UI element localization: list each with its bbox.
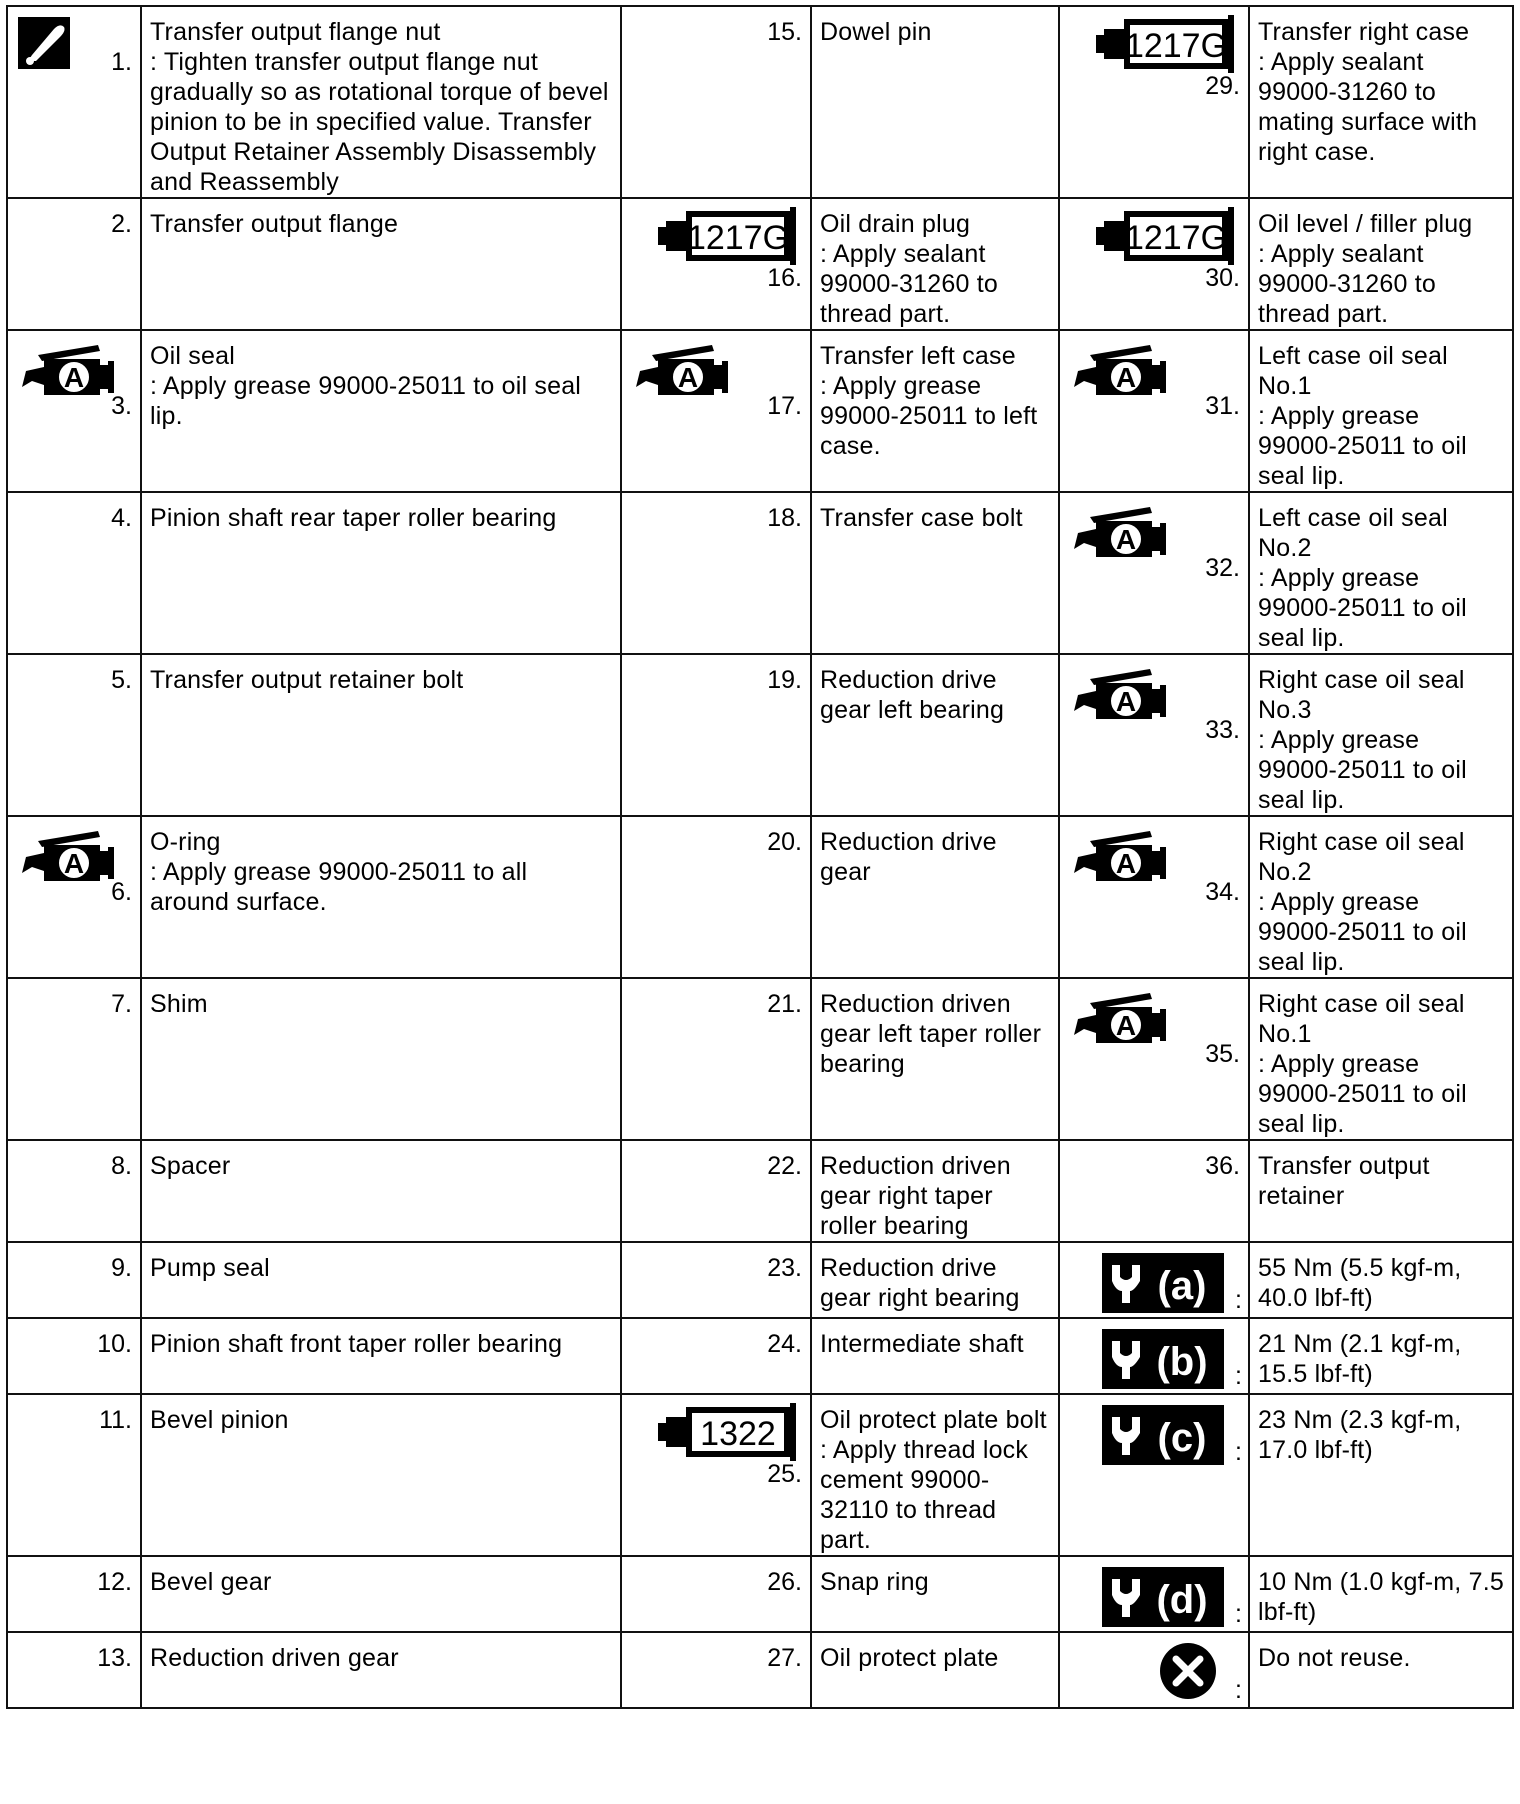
table-row xyxy=(7,978,1513,1140)
item-number-cell xyxy=(7,1318,141,1394)
item-description: Transfer left case : Apply grease 99000-25011 to left case. xyxy=(820,342,1038,460)
item-description-cell xyxy=(141,1394,621,1556)
item-description-cell xyxy=(1249,1140,1513,1242)
item-number: 20. xyxy=(767,828,802,856)
item-description: Reduction driven gear left taper roller bearing xyxy=(820,990,1042,1078)
grease-a-letter: A xyxy=(1115,362,1137,393)
item-description-cell xyxy=(811,1556,1059,1632)
item-number: 34. xyxy=(1205,878,1240,906)
item-number-cell xyxy=(7,492,141,654)
item-description-cell xyxy=(811,6,1059,198)
item-description-cell xyxy=(811,1632,1059,1708)
item-description-cell xyxy=(141,1556,621,1632)
grease-a-letter: A xyxy=(1115,1010,1137,1041)
item-description: Bevel gear xyxy=(150,1568,272,1596)
item-number-cell xyxy=(621,1242,811,1318)
item-number-cell xyxy=(7,654,141,816)
item-number: 17. xyxy=(767,392,802,420)
item-number: 18. xyxy=(767,504,802,532)
item-description-cell xyxy=(141,1140,621,1242)
table-row xyxy=(7,330,1513,492)
item-description: Bevel pinion xyxy=(150,1406,289,1434)
item-number-cell xyxy=(621,6,811,198)
item-description: Oil level / filler plug : Apply sealant 99000-31260 to thread part. xyxy=(1258,210,1473,328)
table-row xyxy=(7,1242,1513,1318)
item-number: : xyxy=(1235,1286,1242,1314)
item-number: 15. xyxy=(767,18,802,46)
item-number-cell xyxy=(621,1318,811,1394)
item-description: Transfer right case : Apply sealant 99000-31260 to mating surface with right case. xyxy=(1258,18,1478,166)
item-description: 21 Nm (2.1 kgf-m, 15.5 lbf-ft) xyxy=(1258,1330,1462,1388)
torque-wrench-icon xyxy=(1102,1329,1224,1389)
item-description-cell xyxy=(141,198,621,330)
item-description-cell xyxy=(811,1140,1059,1242)
item-description-cell xyxy=(141,492,621,654)
item-description-cell xyxy=(1249,654,1513,816)
item-number-cell xyxy=(1059,1242,1249,1318)
item-number: 27. xyxy=(767,1644,802,1672)
item-number-cell xyxy=(621,1140,811,1242)
item-description: Right case oil seal No.1 : Apply grease 99000-25011 to oil seal lip. xyxy=(1258,990,1467,1138)
item-description-cell xyxy=(1249,1318,1513,1394)
sealant-1217g-icon xyxy=(658,207,798,265)
item-description-cell xyxy=(1249,492,1513,654)
item-number-cell xyxy=(621,198,811,330)
item-description: Transfer output retainer xyxy=(1258,1152,1430,1210)
item-number-cell xyxy=(7,1242,141,1318)
item-number-cell xyxy=(1059,492,1249,654)
item-number-cell xyxy=(621,654,811,816)
item-description-cell xyxy=(141,1632,621,1708)
item-description-cell xyxy=(1249,1632,1513,1708)
item-description: Right case oil seal No.3 : Apply grease 99000-25011 to oil seal lip. xyxy=(1258,666,1467,814)
item-description-cell xyxy=(141,330,621,492)
svg-text:1217G: 1217G xyxy=(686,219,790,257)
torque-wrench-icon xyxy=(1102,1405,1224,1465)
item-description: 10 Nm (1.0 kgf-m, 7.5 lbf-ft) xyxy=(1258,1568,1504,1626)
item-number: 32. xyxy=(1205,554,1240,582)
item-description-cell xyxy=(811,816,1059,978)
table-row xyxy=(7,1318,1513,1394)
torque-wrench-icon xyxy=(1102,1567,1224,1627)
item-number: 35. xyxy=(1205,1040,1240,1068)
item-number: 1. xyxy=(111,48,132,76)
item-number: 30. xyxy=(1205,264,1240,292)
item-description: Oil drain plug : Apply sealant 99000-31260 to thread part. xyxy=(820,210,998,328)
item-number: 26. xyxy=(767,1568,802,1596)
grease-a-letter: A xyxy=(677,362,699,393)
item-number-cell xyxy=(1059,6,1249,198)
table-row xyxy=(7,654,1513,816)
grease-a-letter: A xyxy=(1115,524,1137,555)
table-row xyxy=(7,1394,1513,1556)
table-row xyxy=(7,1632,1513,1708)
item-number: 23. xyxy=(767,1254,802,1282)
item-number: 2. xyxy=(111,210,132,238)
item-description: Reduction drive gear xyxy=(820,828,997,886)
item-number: 33. xyxy=(1205,716,1240,744)
item-number-cell xyxy=(1059,1140,1249,1242)
sealant-1217g-icon xyxy=(1096,207,1236,265)
item-number: 8. xyxy=(111,1152,132,1180)
grease-a-letter: A xyxy=(63,362,85,393)
item-description-cell xyxy=(1249,198,1513,330)
table-row xyxy=(7,816,1513,978)
item-description-cell xyxy=(811,198,1059,330)
grease-a-letter: A xyxy=(63,848,85,879)
svg-text:(b): (b) xyxy=(1156,1340,1208,1384)
item-number: 25. xyxy=(767,1460,802,1488)
item-number-cell xyxy=(1059,1394,1249,1556)
item-number: 31. xyxy=(1205,392,1240,420)
item-description-cell xyxy=(811,1318,1059,1394)
tightening-procedure-icon xyxy=(18,17,70,69)
item-number: 22. xyxy=(767,1152,802,1180)
item-number-cell xyxy=(7,1140,141,1242)
item-description: O-ring : Apply grease 99000-25011 to all around surface. xyxy=(150,828,528,916)
item-number: 24. xyxy=(767,1330,802,1358)
grease-a-letter: A xyxy=(1115,686,1137,717)
item-number-cell xyxy=(7,198,141,330)
item-description: Spacer xyxy=(150,1152,231,1180)
item-number: : xyxy=(1235,1362,1242,1390)
item-description: Reduction driven gear xyxy=(150,1644,399,1672)
item-description-cell xyxy=(811,330,1059,492)
svg-text:1322: 1322 xyxy=(700,1415,776,1453)
table-row xyxy=(7,6,1513,198)
item-number-cell xyxy=(621,1632,811,1708)
item-description: Pinion shaft front taper roller bearing xyxy=(150,1330,563,1358)
item-description: Oil protect plate bolt : Apply thread lock cement 99000-32110 to thread part. xyxy=(820,1406,1047,1554)
item-number: 5. xyxy=(111,666,132,694)
grease-a-icon xyxy=(20,341,116,401)
svg-text:1217G: 1217G xyxy=(1124,219,1228,257)
item-description-cell xyxy=(1249,1242,1513,1318)
item-description: Oil protect plate xyxy=(820,1644,999,1672)
item-description-cell xyxy=(811,978,1059,1140)
item-number: : xyxy=(1235,1676,1242,1704)
grease-a-icon xyxy=(1072,665,1168,725)
item-description: Transfer output flange xyxy=(150,210,399,238)
item-number: 10. xyxy=(97,1330,132,1358)
item-number-cell xyxy=(621,1394,811,1556)
item-number: 4. xyxy=(111,504,132,532)
item-description-cell xyxy=(141,816,621,978)
item-number: 12. xyxy=(97,1568,132,1596)
svg-text:(a): (a) xyxy=(1157,1264,1207,1308)
item-number-cell xyxy=(621,330,811,492)
table-row xyxy=(7,198,1513,330)
item-description-cell xyxy=(141,1242,621,1318)
parts-legend-table xyxy=(6,5,1514,1709)
item-number-cell xyxy=(7,1632,141,1708)
item-number-cell xyxy=(7,1556,141,1632)
item-number-cell xyxy=(1059,330,1249,492)
item-description-cell xyxy=(811,654,1059,816)
item-description: 55 Nm (5.5 kgf-m, 40.0 lbf-ft) xyxy=(1258,1254,1462,1312)
item-number: 19. xyxy=(767,666,802,694)
sealant-1217g-icon xyxy=(1096,15,1236,73)
item-description: Reduction drive gear left bearing xyxy=(820,666,1005,724)
item-description-cell xyxy=(1249,1394,1513,1556)
item-description: Reduction drive gear right bearing xyxy=(820,1254,1020,1312)
item-number-cell xyxy=(1059,654,1249,816)
item-description-cell xyxy=(141,654,621,816)
table-row xyxy=(7,1140,1513,1242)
item-number: 6. xyxy=(111,878,132,906)
item-description-cell xyxy=(811,1242,1059,1318)
grease-a-icon xyxy=(20,827,116,887)
item-number: 16. xyxy=(767,264,802,292)
item-number-cell xyxy=(7,1394,141,1556)
item-description: Pinion shaft rear taper roller bearing xyxy=(150,504,557,532)
item-number-cell xyxy=(7,816,141,978)
item-description: Transfer case bolt xyxy=(820,504,1023,532)
item-description-cell xyxy=(1249,330,1513,492)
item-description: Do not reuse. xyxy=(1258,1644,1411,1672)
item-number-cell xyxy=(621,816,811,978)
item-number: 7. xyxy=(111,990,132,1018)
item-number: 29. xyxy=(1205,72,1240,100)
item-description: Pump seal xyxy=(150,1254,270,1282)
item-description-cell xyxy=(1249,1556,1513,1632)
item-number-cell xyxy=(1059,978,1249,1140)
item-description: 23 Nm (2.3 kgf-m, 17.0 lbf-ft) xyxy=(1258,1406,1462,1464)
item-number-cell xyxy=(621,1556,811,1632)
item-number-cell xyxy=(7,330,141,492)
item-description: Reduction driven gear right taper roller bearing xyxy=(820,1152,1011,1240)
item-number-cell xyxy=(1059,1318,1249,1394)
table-row xyxy=(7,492,1513,654)
svg-text:(d): (d) xyxy=(1156,1578,1208,1622)
grease-a-icon xyxy=(1072,827,1168,887)
item-description-cell xyxy=(811,492,1059,654)
item-description-cell xyxy=(1249,978,1513,1140)
item-description-cell xyxy=(141,6,621,198)
item-number: 3. xyxy=(111,392,132,420)
item-description: Intermediate shaft xyxy=(820,1330,1024,1358)
item-number-cell xyxy=(7,6,141,198)
item-number: : xyxy=(1235,1600,1242,1628)
item-number: 9. xyxy=(111,1254,132,1282)
item-number-cell xyxy=(621,978,811,1140)
item-number-cell xyxy=(1059,198,1249,330)
item-description: Shim xyxy=(150,990,208,1018)
item-number: 13. xyxy=(97,1644,132,1672)
item-number: : xyxy=(1235,1438,1242,1466)
item-number-cell xyxy=(1059,816,1249,978)
grease-a-icon xyxy=(1072,989,1168,1049)
grease-a-icon xyxy=(634,341,730,401)
item-number-cell xyxy=(7,978,141,1140)
grease-a-letter: A xyxy=(1115,848,1137,879)
thread-lock-1322-icon xyxy=(658,1403,798,1461)
item-description-cell xyxy=(141,978,621,1140)
svg-text:(c): (c) xyxy=(1157,1416,1207,1460)
item-description: Right case oil seal No.2 : Apply grease 99000-25011 to oil seal lip. xyxy=(1258,828,1467,976)
item-number-cell xyxy=(621,492,811,654)
item-description-cell xyxy=(141,1318,621,1394)
item-description: Snap ring xyxy=(820,1568,929,1596)
item-number: 21. xyxy=(767,990,802,1018)
grease-a-icon xyxy=(1072,503,1168,563)
item-description-cell xyxy=(811,1394,1059,1556)
item-description: Transfer output retainer bolt xyxy=(150,666,464,694)
item-description-cell xyxy=(1249,6,1513,198)
item-number-cell xyxy=(1059,1556,1249,1632)
item-description: Left case oil seal No.2 : Apply grease 99000-25011 to oil seal lip. xyxy=(1258,504,1467,652)
item-description: Transfer output flange nut : Tighten transfer output flange nut gradually so as rotational torque of bevel pinion to be in specified value. Transfer Output Retainer Assembly Disassembly and Reassembly xyxy=(150,18,609,196)
item-number: 36. xyxy=(1205,1152,1240,1180)
item-number: 11. xyxy=(99,1406,132,1434)
do-not-reuse-icon xyxy=(1158,1641,1218,1701)
grease-a-icon xyxy=(1072,341,1168,401)
item-description: Left case oil seal No.1 : Apply grease 99000-25011 to oil seal lip. xyxy=(1258,342,1467,490)
torque-wrench-icon xyxy=(1102,1253,1224,1313)
table-row xyxy=(7,1556,1513,1632)
item-description: Oil seal : Apply grease 99000-25011 to oil seal lip. xyxy=(150,342,582,430)
item-number-cell xyxy=(1059,1632,1249,1708)
item-description-cell xyxy=(1249,816,1513,978)
svg-text:1217G: 1217G xyxy=(1124,27,1228,65)
item-description: Dowel pin xyxy=(820,18,932,46)
